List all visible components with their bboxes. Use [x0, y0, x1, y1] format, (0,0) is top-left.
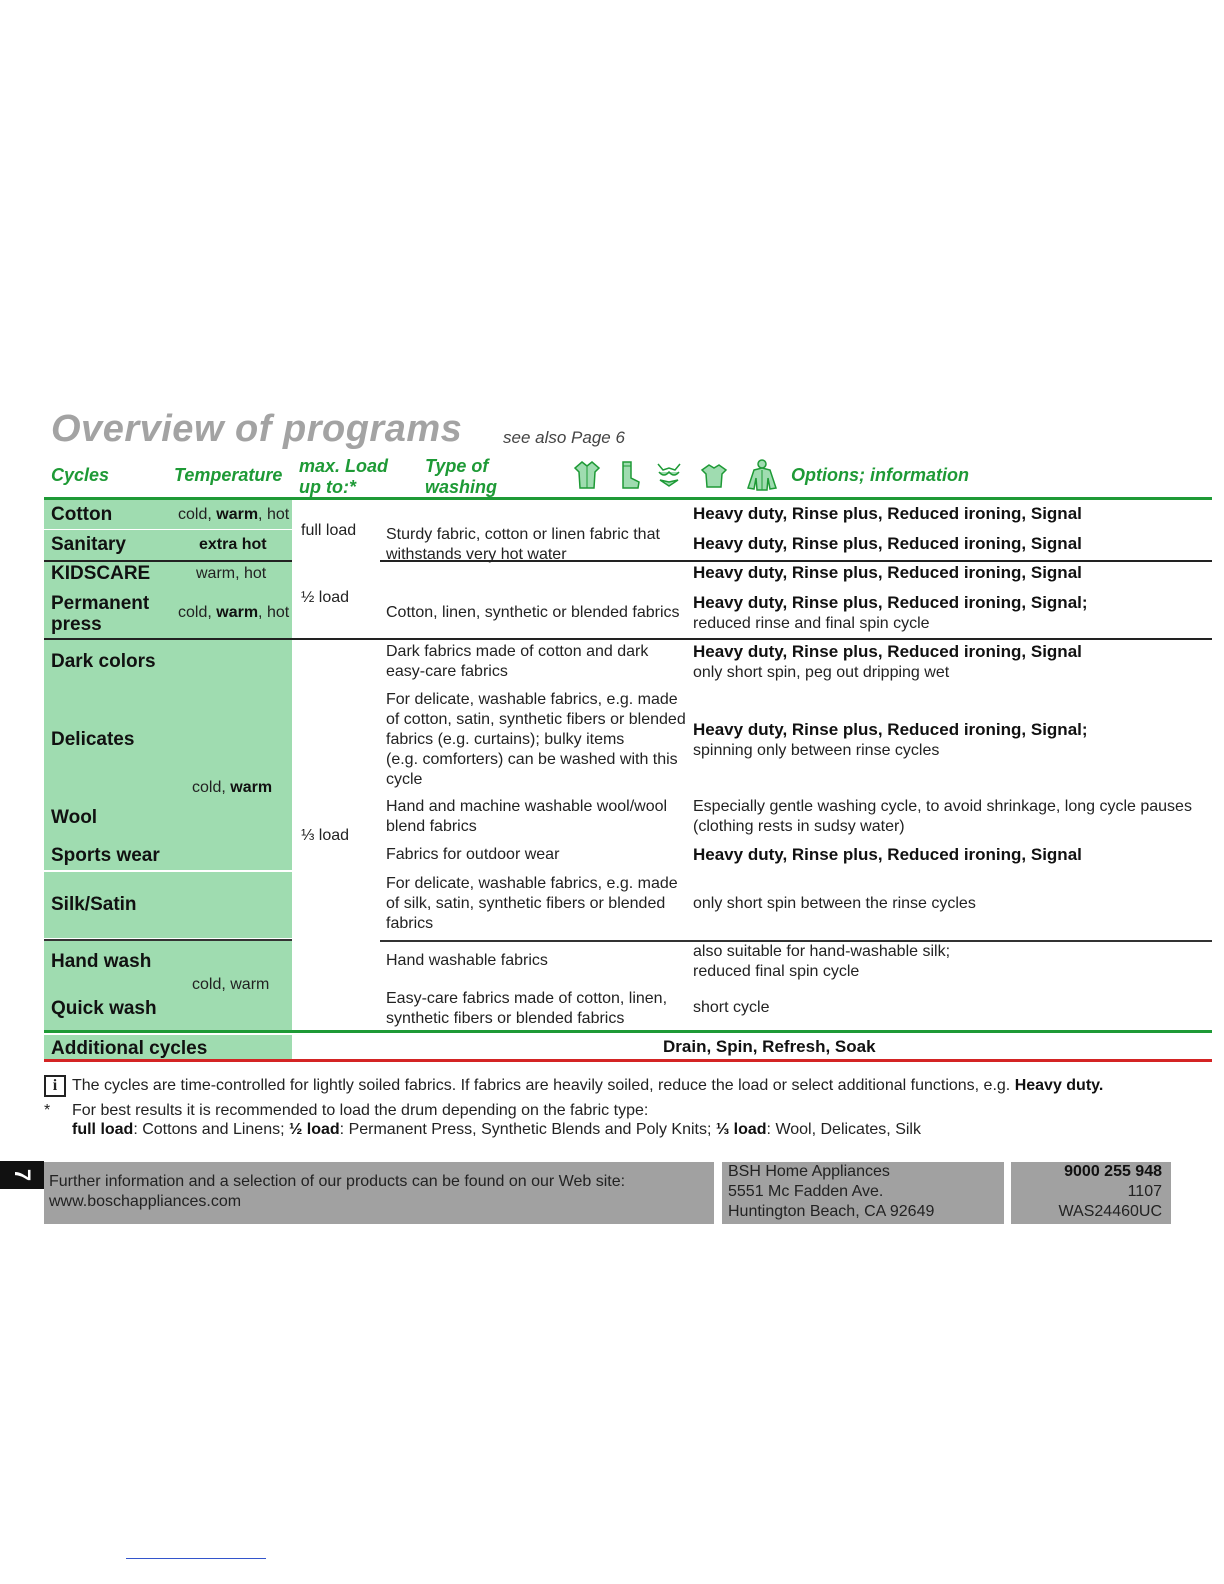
options-sports-wear: Heavy duty, Rinse plus, Reduced ironing, Signal: [693, 845, 1082, 864]
footer-model: WAS24460UC: [1058, 1203, 1162, 1220]
type-sturdy: Sturdy fabric, cotton or linen fabric that withstands very hot water: [386, 526, 660, 563]
page-title: Overview of programs: [51, 408, 463, 450]
footnote-loads: full load: Cottons and Linens; ½ load: Permanent Press, Synthetic Blends and Poly Knits; ⅓ load: Wool, Delicates, Silk: [72, 1121, 921, 1138]
options-wool: Especially gentle washing cycle, to avoid shrinkage, long cycle pauses (clothing rests in sudsy water): [693, 798, 1192, 835]
footer-info-box: [44, 1162, 714, 1224]
section-rule: [44, 638, 1212, 640]
options-silk-satin: only short spin between the rinse cycles: [693, 895, 976, 912]
cycle-sanitary: Sanitary: [51, 534, 126, 555]
footer-company: BSH Home Appliances: [728, 1163, 890, 1180]
temp-sanitary: extra hot: [199, 536, 267, 553]
cycle-quick-wash: Quick wash: [51, 998, 157, 1019]
footnote-text: For best results it is recommended to load the drum depending on the fabric type:: [72, 1102, 649, 1119]
temp-group-cold-warm-2: cold, warm: [192, 976, 270, 993]
additional-cycles-value: Drain, Spin, Refresh, Soak: [663, 1037, 876, 1056]
options-sanitary: Heavy duty, Rinse plus, Reduced ironing, Signal: [693, 534, 1082, 553]
header-type-of-washing: Type of washing: [425, 456, 498, 497]
sock-icon: [614, 460, 642, 490]
header-options: Options; information: [791, 465, 969, 485]
footer-docinfo-box: [1011, 1162, 1171, 1224]
options-dark-colors: Heavy duty, Rinse plus, Reduced ironing, Signal only short spin, peg out dripping wet: [693, 642, 1082, 681]
cycle-silk-satin: Silk/Satin: [51, 894, 137, 915]
cycle-sports-wear: Sports wear: [51, 845, 160, 866]
footer-date-code: 1107: [1127, 1183, 1162, 1200]
cycle-kidscare: KIDSCARE: [51, 563, 151, 584]
type-dark-colors: Dark fabrics made of cotton and dark easy-care fabrics: [386, 643, 649, 680]
see-also-note: see also Page 6: [503, 428, 625, 447]
cycle-wool: Wool: [51, 807, 98, 828]
options-permanent-press: Heavy duty, Rinse plus, Reduced ironing, Signal; reduced rinse and final spin cycle: [693, 593, 1088, 632]
type-delicates: For delicate, washable fabrics, e.g. made of cotton, satin, synthetic fibers or blended fabrics (e.g. curtains); bulky items (e.g. comforters) can be washed with this cycle: [386, 691, 686, 788]
link-underline[interactable]: [126, 1558, 266, 1559]
type-hand-wash: Hand washable fabrics: [386, 952, 548, 969]
type-blended: Cotton, linen, synthetic or blended fabrics: [386, 604, 680, 621]
temp-cotton: cold, warm, hot: [178, 506, 290, 523]
cycle-delicates: Delicates: [51, 729, 135, 750]
options-kidscare: Heavy duty, Rinse plus, Reduced ironing, Signal: [693, 563, 1082, 582]
temp-kidscare: warm, hot: [196, 565, 267, 582]
load-third: ⅓ load: [301, 827, 350, 844]
tshirt-icon: [700, 460, 728, 490]
footer-doc-number: 9000 255 948: [1064, 1163, 1162, 1180]
temp-group-cold-warm: cold, warm: [192, 779, 273, 796]
footer-address-box: [722, 1162, 1004, 1224]
additional-top-rule: [44, 1030, 1212, 1033]
jacket-icon: [746, 458, 778, 492]
options-delicates: Heavy duty, Rinse plus, Reduced ironing, Signal; spinning only between rinse cycles: [693, 720, 1088, 759]
header-max-load: max. Load up to:*: [299, 456, 389, 497]
bra-icon: [655, 460, 683, 490]
footer-website: www.boschappliances.com: [49, 1193, 242, 1210]
info-note: The cycles are time-controlled for lightly soiled fabrics. If fabrics are heavily soiled, reduce the load or select additional functions, e.g. Heavy duty.: [72, 1077, 1104, 1094]
cycle-block-2: [44, 640, 292, 870]
header-temperature: Temperature: [174, 465, 283, 485]
footer-city: Huntington Beach, CA 92649: [728, 1203, 935, 1220]
footnote-star: *: [44, 1102, 51, 1119]
temp-permanent-press: cold, warm, hot: [178, 604, 290, 621]
additional-bottom-rule: [44, 1059, 1212, 1062]
cycle-permanent-press: Permanent press: [51, 593, 150, 635]
row-rule: [44, 560, 292, 562]
footer-street: 5551 Mc Fadden Ave.: [728, 1183, 884, 1200]
load-full: full load: [301, 522, 357, 539]
type-wool: Hand and machine washable wool/wool blend fabrics: [386, 798, 668, 835]
row-rule: [44, 939, 292, 941]
footer-info-text: Further information and a selection of our products can be found on our Web site:: [49, 1173, 626, 1190]
shirt-icon: [573, 460, 601, 490]
type-quick-wash: Easy-care fabrics made of cotton, linen, synthetic fibers or blended fabrics: [386, 990, 668, 1027]
options-cotton: Heavy duty, Rinse plus, Reduced ironing, Signal: [693, 504, 1082, 523]
header-cycles: Cycles: [51, 465, 110, 485]
cycle-dark-colors: Dark colors: [51, 651, 156, 672]
row-separator: [44, 529, 292, 530]
row-separator: [44, 870, 292, 871]
info-icon: i: [44, 1075, 66, 1097]
cycle-hand-wash: Hand wash: [51, 951, 152, 972]
options-hand-wash: also suitable for hand-washable silk; reduced final spin cycle: [693, 943, 951, 980]
cycle-cotton: Cotton: [51, 504, 113, 525]
additional-cycles-label: Additional cycles: [51, 1038, 208, 1059]
options-quick-wash: short cycle: [693, 999, 770, 1016]
type-silk-satin: For delicate, washable fabrics, e.g. made of silk, satin, synthetic fibers or blended fabrics: [386, 875, 678, 932]
page-number: 7: [0, 1161, 44, 1189]
load-half: ½ load: [301, 589, 350, 606]
type-sports-wear: Fabrics for outdoor wear: [386, 846, 560, 863]
